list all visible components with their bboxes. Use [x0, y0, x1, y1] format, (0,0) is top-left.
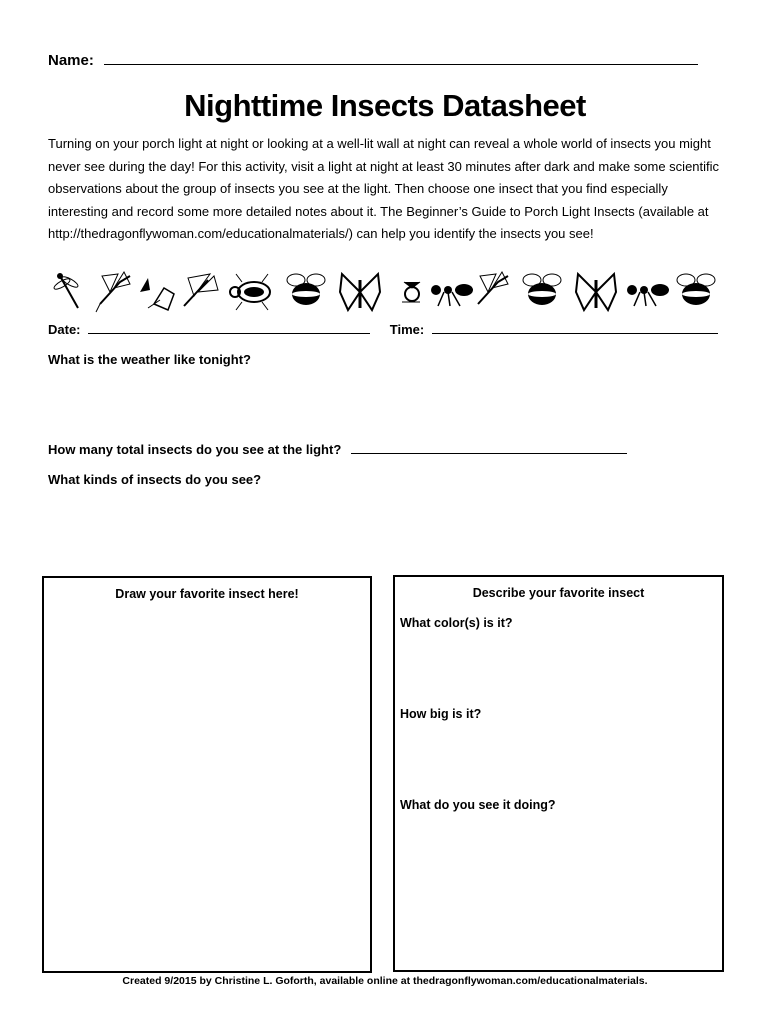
ant-icon: [431, 284, 473, 306]
date-time-row: [48, 322, 718, 337]
date-label: Date:: [48, 322, 81, 337]
name-blank-line[interactable]: [104, 64, 698, 65]
intro-paragraph: Turning on your porch light at night or looking at a well-lit wall at night can reveal a whole world of insects you might never see during the day! For this activity, visit a light at night at least 30 minutes after dark and make some scientific observations about the group of insects you see at the light. Then choose one insect that you find especially interesting and record some more detailed notes about it. The Beginner’s Guide to Porch Light Insects (available at http://thedragonflywoman.com/educationalmaterials/) can help you identify the insects you see!: [48, 136, 720, 241]
ant-icon: [627, 284, 669, 306]
bee-icon: [677, 274, 715, 305]
butterfly-icon: [576, 274, 616, 310]
bee-icon: [287, 274, 325, 305]
mayfly-icon: [478, 272, 508, 304]
moth-icon: [140, 278, 174, 310]
describe-box-heading: Describe your favorite insect: [472, 586, 645, 600]
insect-illustration-strip: [48, 270, 728, 314]
count-question: How many total insects do you see at the light?: [48, 442, 342, 457]
describe-insect-box[interactable]: [393, 575, 724, 972]
color-question: What color(s) is it?: [400, 616, 513, 630]
mayfly-icon: [96, 272, 130, 312]
bee-icon: [523, 274, 561, 305]
dragonfly-icon: [53, 273, 80, 308]
page-title: Nighttime Insects Datasheet: [184, 88, 586, 123]
time-blank-line[interactable]: [432, 333, 718, 334]
insect-count-row: [48, 442, 627, 457]
butterfly-icon: [340, 274, 380, 310]
name-label: Name:: [48, 52, 94, 69]
behavior-question: What do you see it doing?: [400, 798, 556, 812]
insect-kinds-question: What kinds of insects do you see?: [48, 472, 262, 487]
draw-insect-box[interactable]: [42, 576, 372, 973]
draw-box-heading: Draw your favorite insect here!: [115, 587, 299, 601]
weather-question: What is the weather like tonight?: [48, 352, 251, 367]
beetle-icon: [230, 274, 270, 310]
name-field[interactable]: [48, 52, 698, 69]
small-bug-icon: [402, 282, 420, 302]
count-blank-line[interactable]: [351, 453, 627, 454]
time-label: Time:: [389, 322, 425, 337]
size-question: How big is it?: [400, 707, 482, 721]
lacewing-icon: [184, 274, 218, 306]
footer-credit: Created 9/2015 by Christine L. Goforth, available online at thedragonflywoman.com/educationalmaterials.: [122, 975, 648, 987]
date-blank-line[interactable]: [88, 333, 370, 334]
